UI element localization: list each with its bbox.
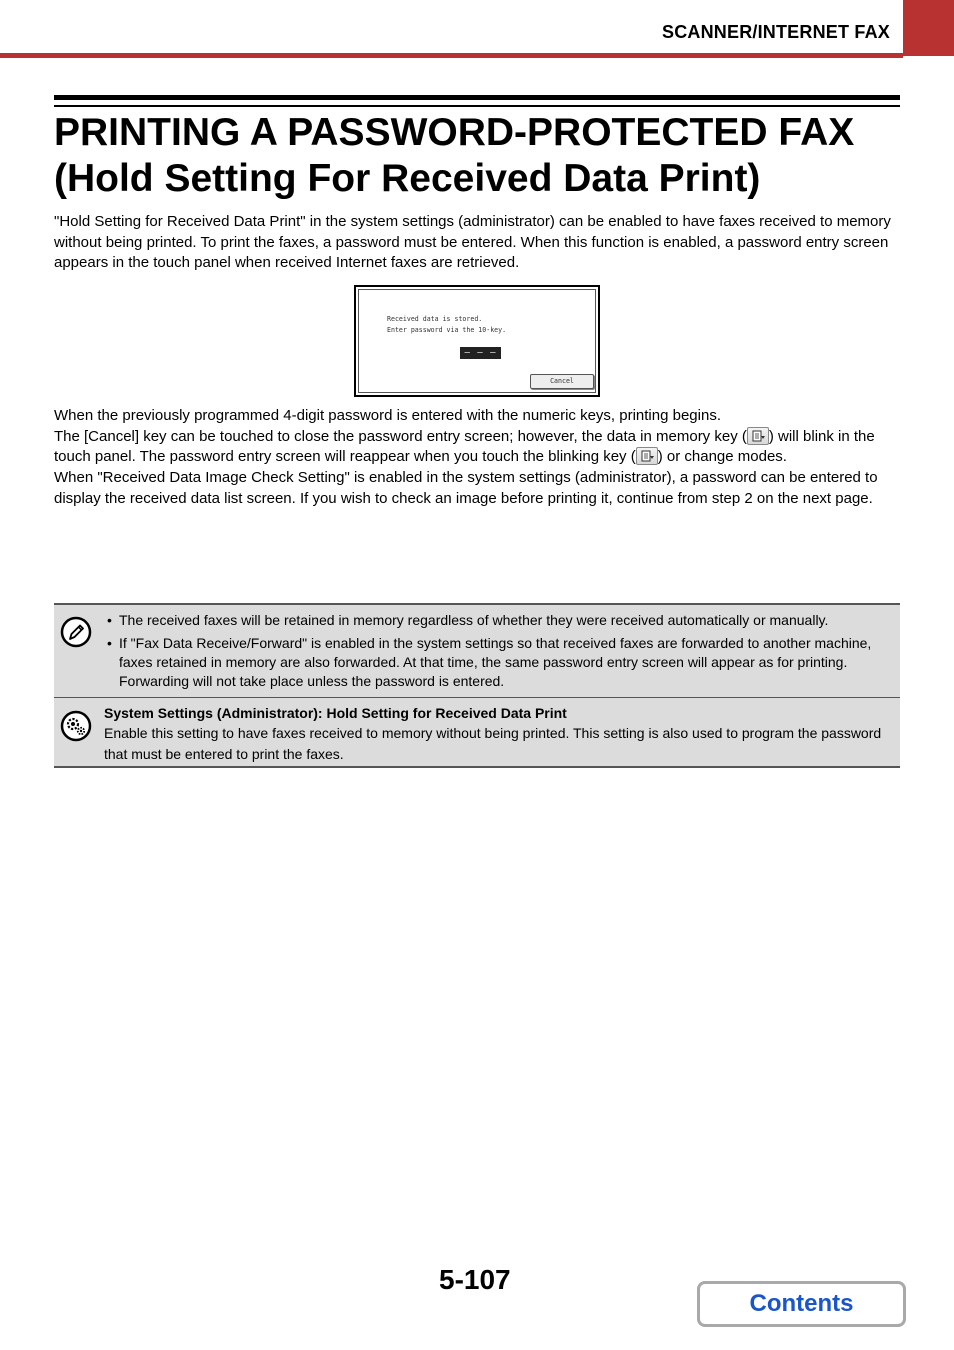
- blinking-key-icon: [636, 447, 658, 465]
- title-rule-thin: [54, 105, 900, 107]
- pencil-note-icon: [60, 616, 92, 653]
- body-text-part3: ) or change modes.: [657, 448, 787, 466]
- body-text-part2: ) will blink in the touch panel. The password entry screen will reappear when you touch the blinking key (: [54, 427, 875, 466]
- password-field[interactable]: – – – –: [460, 347, 501, 359]
- system-settings-title: System Settings (Administrator): Hold Setting for Received Data Print: [104, 705, 567, 721]
- body-line-1: When the previously programmed 4-digit password is entered with the numeric keys, printing begins.: [54, 407, 721, 424]
- touch-panel-message-line1: Received data is stored.: [387, 315, 483, 323]
- page-number: 5-107: [439, 1264, 511, 1295]
- title-rule: [54, 95, 900, 100]
- touch-panel-message-line2: Enter password via the 10-key.: [387, 326, 507, 334]
- system-settings-body: Enable this setting to have faxes received to memory without being printed. This setting is also used to program the password that must be entered to print the faxes.: [104, 725, 882, 762]
- cancel-button[interactable]: Cancel: [530, 374, 594, 389]
- page-title: [54, 110, 914, 202]
- body-text-part1: The [Cancel] key can be touched to close the password entry screen; however, the data in memory key (: [54, 427, 747, 445]
- note-item-2: • If "Fax Data Receive/Forward" is enabled in the system settings so that received faxes are forwarded to another machine, faxes retained in memory are also forwarded. At that time, the same password entry screen will appear as for printing. Forwarding will not take place unless the password is entered.: [106, 634, 896, 691]
- note-item-1: • The received faxes will be retained in memory regardless of whether they were received automatically or manually.: [106, 611, 896, 630]
- touch-panel-screenshot: [354, 285, 600, 397]
- note-divider: [54, 697, 900, 698]
- note-box: [54, 603, 900, 768]
- body-line-3: When "Received Data Image Check Setting" is enabled in the system settings (administrator), a password can be entered to display the received data list screen. If you wish to check an image before printing it, continue from step 2 on the next page.: [54, 469, 878, 507]
- data-in-memory-key-icon: [747, 427, 769, 445]
- page-title-line1: PRINTING A PASSWORD-PROTECTED FAX: [54, 111, 855, 154]
- page-title-line2: (Hold Setting For Received Data Print): [54, 157, 761, 200]
- body-paragraph: [54, 406, 900, 510]
- touch-panel-frame: [358, 289, 596, 393]
- intro-paragraph: "Hold Setting for Received Data Print" in the system settings (administrator) can be enabled to have faxes received to memory without being printed. To print the faxes, a password must be entered. When this function is enabled, a password entry screen appears in the touch panel when received Internet faxes are retrieved.: [54, 213, 891, 272]
- header-rule: [0, 53, 903, 58]
- gear-settings-icon: [60, 710, 92, 747]
- note-list: [106, 611, 896, 695]
- section-header: SCANNER/INTERNET FAX: [661, 22, 890, 42]
- header-tab: [903, 0, 954, 56]
- touch-panel-message: [387, 314, 506, 336]
- contents-button[interactable]: Contents: [697, 1281, 906, 1327]
